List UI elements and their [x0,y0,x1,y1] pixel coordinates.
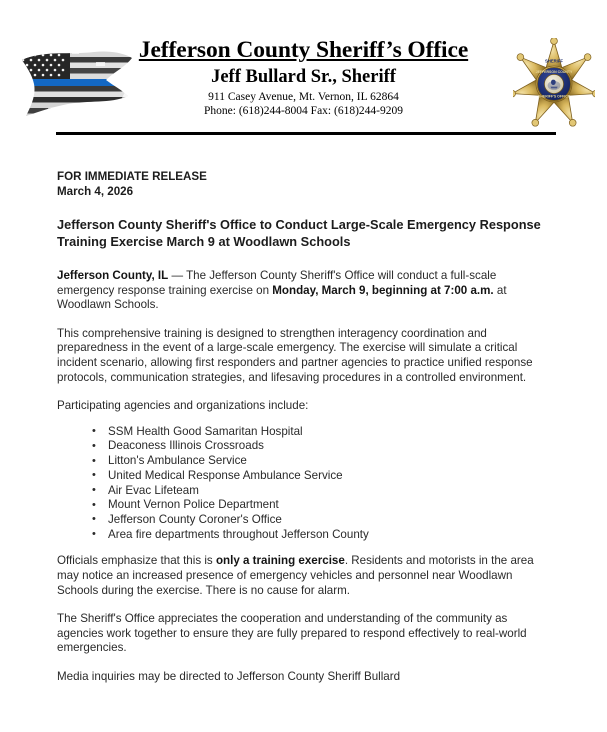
organization-name: Jefferson County Sheriff’s Office [138,37,469,63]
sheriff-name: Jeff Bullard Sr., Sheriff [211,67,396,87]
participating-agencies-intro: Participating agencies and organizations include: [57,399,309,413]
lead-text-1: The Jefferson County Sheriff's Office will conduct a full-scale emergency response training exercise on [57,269,497,297]
list-item: • Litton's Ambulance Service [57,454,551,469]
release-body [57,170,551,685]
phone-fax-line: Phone: (618)244-8004 Fax: (618)244-9209 [204,105,403,117]
lead-paragraph [57,269,551,313]
list-item: • Mount Vernon Police Department [57,498,551,513]
list-item: • Deaconess Illinois Crossroads [57,439,551,454]
notice-text-1: Officials emphasize that this is [57,554,216,568]
list-item: • Air Evac Lifeteam [57,484,551,499]
header-divider [56,132,556,135]
list-item: • United Medical Response Ambulance Service [57,469,551,484]
participating-agencies-list [57,425,551,543]
notice-bold: only a training exercise [215,554,345,568]
svg-text:JEFFERSON COUNTY: JEFFERSON COUNTY [535,69,573,74]
list-item: • SSM Health Good Samaritan Hospital [57,425,551,440]
comprehensive-training-paragraph: This comprehensive training is designed to strengthen interagency coordination and preparedness in the event of a large-scale emergency. The exercise will simulate a critical incident scenario, allowing first responders and partner agencies to practice unified response protocols, communication strategies, and lifesaving procedures in a controlled environment. [57,326,533,384]
appreciation-paragraph: The Sheriff's Office appreciates the cooperation and understanding of the community as agencies work together to ensure they are fully prepared to respond effectively to real-world emergencies. [57,612,527,655]
release-date: March 4, 2026 [57,184,134,198]
svg-text:SHERIFF: SHERIFF [545,58,563,64]
list-item: • Area fire departments throughout Jefferson County [57,528,551,543]
page-title: Jefferson County Sheriff's Office to Conduct Large-Scale Emergency Response Training Exercise March 9 at Woodlawn Schools [57,217,541,249]
list-item: • Jefferson County Coroner's Office [57,513,551,528]
training-exercise-notice [57,554,551,598]
immediate-release-label: FOR IMMEDIATE RELEASE [57,170,207,183]
lead-bold-time: Monday, March 9, beginning at 7:00 a.m. [272,283,494,297]
address-line: 911 Casey Avenue, Mt. Vernon, IL 62864 [208,91,399,103]
thin-blue-line-flag-icon [18,46,136,118]
lead-text-2: at Woodlawn Schools. [57,283,507,312]
notice-text-2: . Residents and motorists in the area may notice an increased presence of emergency vehicles and personnel near Woodlawn Schools during the exercise. There is no cause for alarm. [57,554,534,597]
letterhead [0,0,607,138]
svg-text:SHERIFF'S OFFICE: SHERIFF'S OFFICE [538,94,570,99]
dateline: Jefferson County, IL [57,269,169,282]
dateline-dash: — [168,269,187,282]
sheriff-star-badge-icon [513,38,595,130]
media-inquiries-paragraph: Media inquiries may be directed to Jefferson County Sheriff Bullard [57,669,401,683]
